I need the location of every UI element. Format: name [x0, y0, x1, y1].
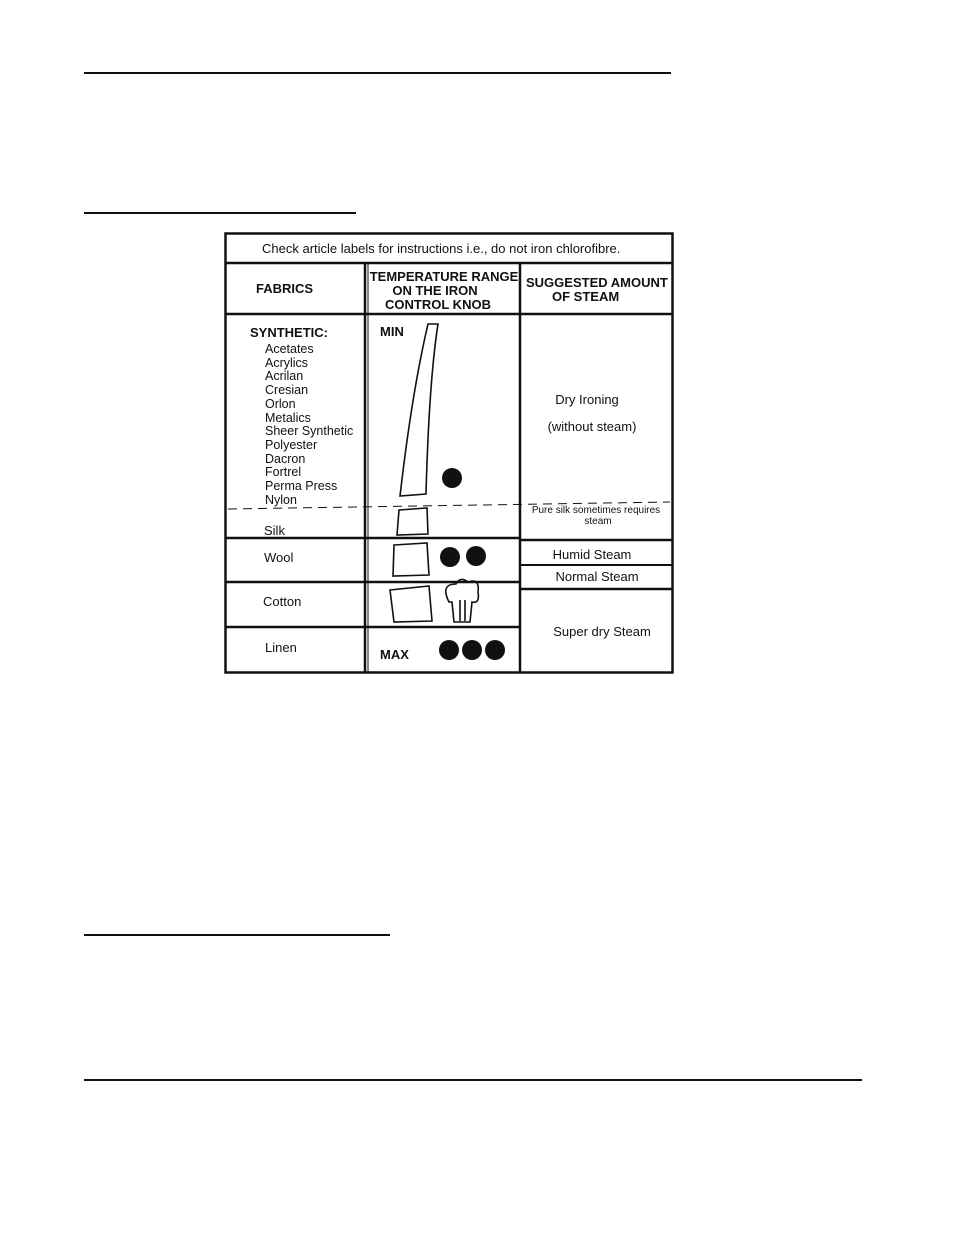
header-fabrics: FABRICS [256, 281, 314, 296]
two-dot-icon-1 [440, 547, 460, 567]
top-rule [84, 72, 671, 74]
list-item: Metalics [265, 410, 311, 425]
wool-temp-block-icon [393, 543, 429, 576]
steam-dry-ironing: Dry Ironing [555, 392, 619, 407]
steam-super-dry: Super dry Steam [553, 624, 651, 639]
steam-humid: Humid Steam [552, 547, 632, 562]
header-temperature-line-1: TEMPERATURE RANGE [369, 269, 519, 284]
silk-steam-note-line-2: steam [584, 516, 612, 527]
three-dot-icon-2 [462, 640, 482, 660]
one-dot-icon [442, 468, 462, 488]
steam-puff-icon [446, 579, 479, 622]
fabric-cotton: Cotton [263, 594, 302, 609]
synthetic-heading: SYNTHETIC: [250, 325, 328, 340]
header-temperature-line-3: CONTROL KNOB [385, 297, 491, 312]
chart-note: Check article labels for instructions i.e., do not iron chlorofibre. [262, 241, 621, 256]
ironing-chart [224, 232, 674, 674]
list-item: Fortrel [265, 465, 302, 480]
steam-dry-note: (without steam) [547, 419, 637, 434]
section-rule-2 [84, 934, 390, 936]
synthetic-fabric-list [265, 343, 353, 507]
header-steam-line-1: SUGGESTED AMOUNT [526, 275, 668, 290]
three-dot-icon-3 [485, 640, 505, 660]
list-item: Nylon [265, 492, 297, 507]
bottom-rule [84, 1079, 862, 1081]
three-dot-icon-1 [439, 640, 459, 660]
knob-min-label: MIN [380, 324, 404, 339]
list-item: Orlon [265, 396, 296, 411]
list-item: Cresian [265, 383, 309, 398]
silk-steam-note-line-1: Pure silk sometimes requires [531, 505, 661, 516]
two-dot-icon-2 [466, 546, 486, 566]
section-rule-1 [84, 212, 356, 214]
list-item: Perma Press [265, 479, 338, 494]
header-temperature-line-2: ON THE IRON [392, 283, 478, 298]
steam-normal: Normal Steam [555, 569, 639, 584]
temperature-wedge-icon [400, 324, 438, 496]
knob-max-label: MAX [380, 647, 409, 662]
cotton-temp-block-icon [390, 586, 432, 622]
list-item: Sheer Synthetic [265, 424, 354, 439]
silk-temp-block-icon [397, 508, 428, 535]
fabric-silk: Silk [264, 523, 285, 538]
list-item: Acetates [265, 342, 314, 356]
fabric-linen: Linen [265, 640, 297, 655]
list-item: Acrylics [265, 355, 309, 370]
list-item: Acrilan [265, 369, 304, 384]
list-item: Dacron [265, 451, 306, 466]
header-steam-line-2: OF STEAM [552, 289, 620, 304]
list-item: Polyester [265, 437, 318, 452]
fabric-wool: Wool [264, 550, 294, 565]
